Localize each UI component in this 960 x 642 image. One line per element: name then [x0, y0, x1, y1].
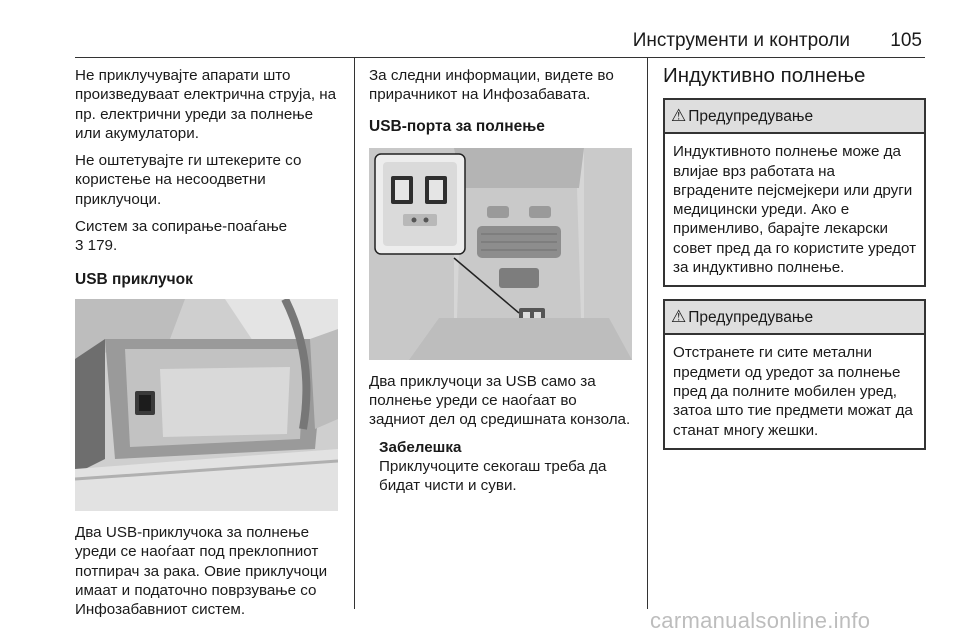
- column-2: [369, 66, 634, 496]
- warning-triangle-icon: ⚠: [671, 307, 687, 327]
- warning-text: Отстранете ги сите метални предмети од уредот за полнење пред да полните мобилен уред, затоа што тие предмети можат да станат многу жешки.: [673, 344, 913, 439]
- note-block: [369, 438, 634, 496]
- note-text: Приклучоците секогаш треба да бидат чисти и суви.: [379, 458, 607, 495]
- page-header-title: Инструменти и контроли: [632, 30, 850, 51]
- note-title: Забелешка: [379, 438, 462, 456]
- paragraph-stop-start: [75, 217, 340, 256]
- watermark: carmanualsonline.info: [650, 608, 871, 633]
- header-rule: [75, 57, 925, 58]
- inductive-charging-title: Индуктивно полнење: [663, 64, 866, 87]
- infotainment-reference: За следни информации, видете во прирачникот на Инфозабавата.: [369, 67, 614, 104]
- usb-socket-heading: USB приклучок: [75, 270, 193, 288]
- warning-title: Предупредување: [688, 309, 814, 327]
- stop-start-text: Систем за сопирање-поаѓање: [75, 218, 288, 236]
- armrest-usb-illustration: [75, 299, 338, 511]
- column-divider-2: [647, 57, 648, 609]
- paragraph-no-damage: Не оштетувајте ги штекерите со користење на несоодветни приклучоци.: [75, 152, 302, 208]
- warning-title: Предупредување: [688, 108, 814, 126]
- usb-socket-caption: Два USB-приклучока за полнење уреди се наоѓаат под преклопниот потпирач за рака. Овие приклучоци имаат и податочно поврзување со Инфозабавниот систем.: [75, 523, 328, 619]
- column-divider-1: [354, 57, 355, 609]
- usb-charging-port-heading: USB-порта за полнење: [369, 117, 545, 135]
- warning-text: Индуктивното полнење може да влијае врз работата на вградените пејсмејкери или други медицински уреди. Ако е применливо, барајте лекарски совет пред да го користите уредот за индуктивно полнење.: [673, 143, 917, 277]
- rear-usb-caption: Два приклучоци за USB само за полнење уреди се наоѓаат во задниот дел од средишната конзола.: [369, 372, 631, 429]
- warning-triangle-icon: ⚠: [671, 106, 687, 126]
- rear-console-usb-illustration: [369, 148, 632, 360]
- column-1: [75, 66, 340, 627]
- warning-header: [665, 100, 924, 134]
- column-3: [663, 66, 926, 462]
- warning-box-metal-objects: [663, 299, 926, 449]
- warning-box-pacemaker: [663, 98, 926, 287]
- warning-header: [665, 301, 924, 335]
- paragraph-no-generators: Не приклучувајте апарати што произведуваат електрична струја, на пр. електрични уреди за полнење или акумулатори.: [75, 67, 337, 142]
- page-number: 105: [890, 30, 922, 51]
- page-reference-link[interactable]: 3 179.: [75, 237, 118, 255]
